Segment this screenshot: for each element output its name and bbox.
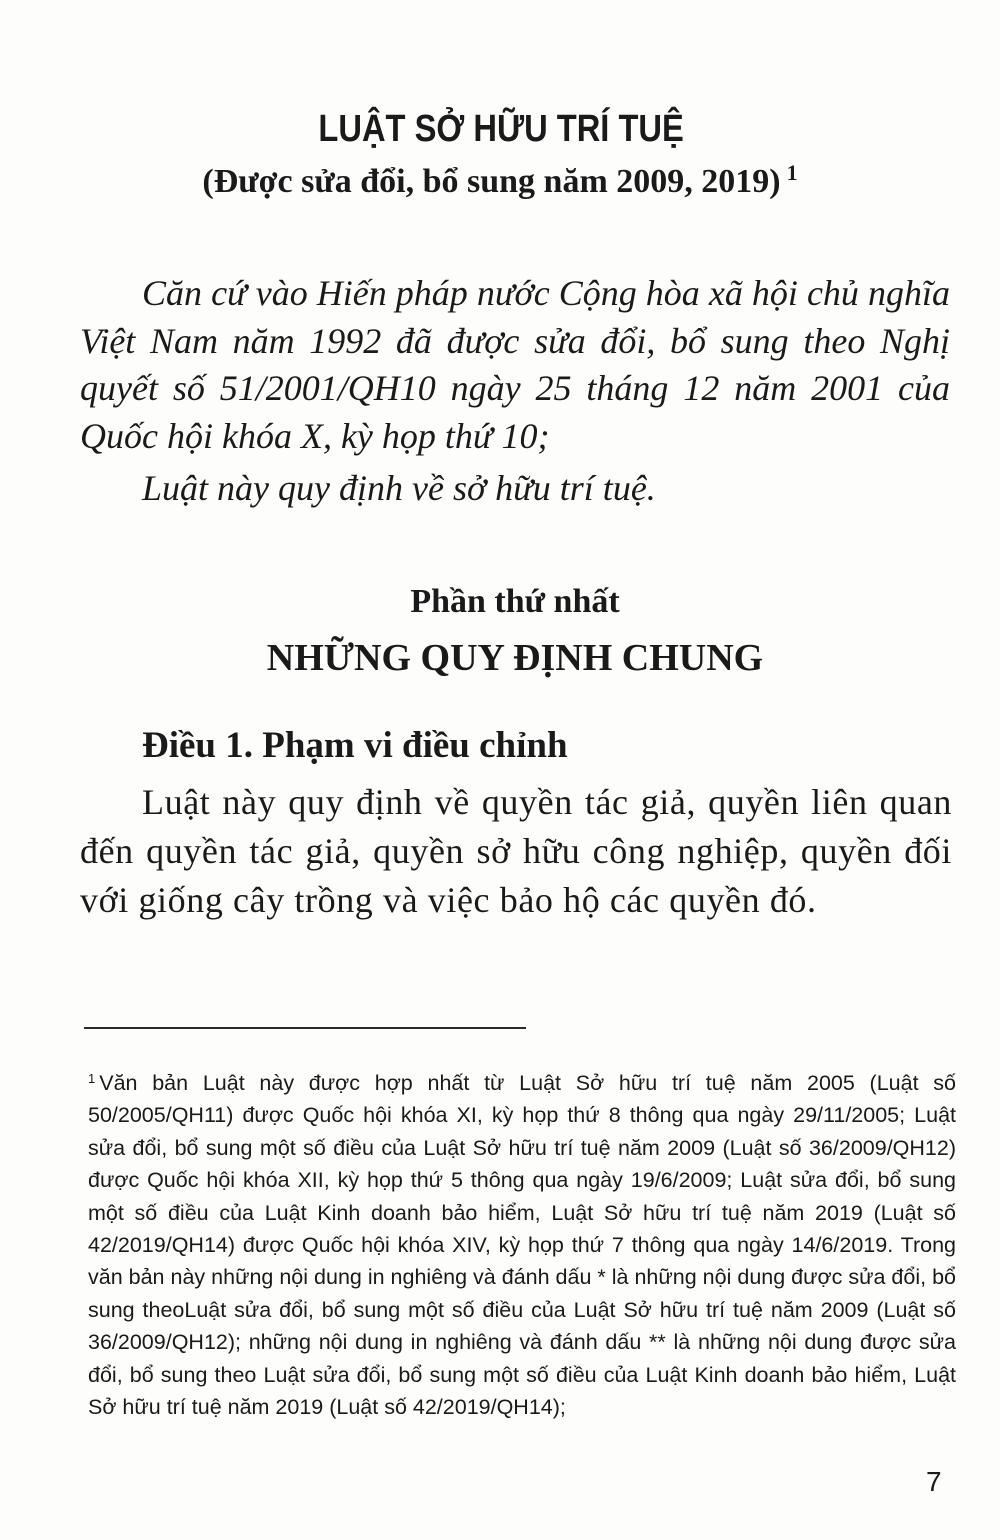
preamble-legal-basis: Căn cứ vào Hiến pháp nước Cộng hòa xã hội chủ nghĩa Việt Nam năm 1992 đã được sửa đổi, bổ sung theo Nghị quyết số 51/2001/QH10 ngày 25 tháng 12 năm 2001 của Quốc hội khóa X, kỳ họp thứ 10; <box>80 273 950 456</box>
page-number: 7 <box>926 1466 942 1497</box>
article-1-body: Luật này quy định về quyền tác giả, quyền liên quan đến quyền tác giả, quyền sở hữu công nghiệp, quyền đối với giống cây trồng và việc bảo hộ các quyền đó. <box>80 782 952 920</box>
footnote-marker: 1 <box>88 1071 96 1086</box>
part-title: NHỮNG QUY ĐỊNH CHUNG <box>266 637 764 679</box>
preamble-scope: Luật này quy định về sở hữu trí tuệ. <box>142 468 656 508</box>
footnote <box>88 1063 956 1423</box>
footnote-divider <box>84 1027 526 1029</box>
part-label: Phần thứ nhất <box>410 583 620 620</box>
article-1-title: Điều 1. Phạm vi điều chỉnh <box>142 725 568 766</box>
footnote-reference: 1 <box>786 160 798 185</box>
law-subtitle <box>0 160 1000 201</box>
subtitle-text: (Được sửa đổi, bổ sung năm 2009, 2019) <box>202 163 781 200</box>
footnote-text: Văn bản Luật này được hợp nhất từ Luật Sở hữu trí tuệ năm 2005 (Luật số 50/2005/QH11) được Quốc hội khóa XI, kỳ họp thứ 8 thông qua ngày 29/11/2005; Luật sửa đổi, bổ sung một số điều của Luật Sở hữu trí tuệ năm 2009 (Luật số 36/2009/QH12) được Quốc hội khóa XII, kỳ họp thứ 5 thông qua ngày 19/6/2009; Luật sửa đổi, bổ sung một số điều của Luật Kinh doanh bảo hiểm, Luật Sở hữu trí tuệ năm 2019 (Luật số 42/2019/QH14) được Quốc hội khóa XIV, kỳ họp thứ 7 thông qua ngày 14/6/2019. Trong văn bản này những nội dung in nghiêng và đánh dấu * là những nội dung được sửa đổi, bổ sung theoLuật sửa đổi, bổ sung một số điều của Luật Sở hữu trí tuệ năm 2009 (Luật số 36/2009/QH12); những nội dung in nghiêng và đánh dấu ** là những nội dung được sửa đổi, bổ sung theo Luật sửa đổi, bổ sung một số điều của Luật Kinh doanh bảo hiểm, Luật Sở hữu trí tuệ năm 2019 (Luật số 42/2019/QH14); <box>88 1071 956 1420</box>
law-title: LUẬT SỞ HỮU TRÍ TUỆ <box>318 108 684 150</box>
